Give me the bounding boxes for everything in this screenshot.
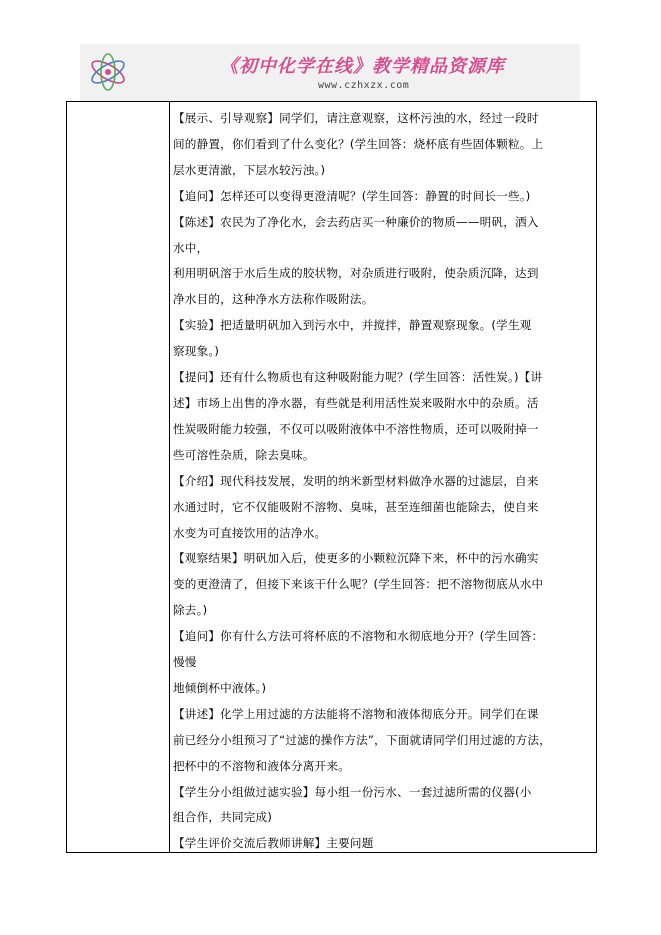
text-line: 水中， <box>173 240 209 255</box>
text-line: 【实验】把适量明矾加入到污水中，并搅拌，静置观察现象。(学生观 <box>173 318 532 333</box>
text-line: 【提问】还有什么物质也有这种吸附能力呢？(学生回答：活性炭。)【讲 <box>173 370 543 385</box>
banner-title: 《初中化学在线》教学精品资源库 <box>220 56 505 77</box>
text-line: 【讲述】化学上用过滤的方法能将不溶物和液体彻底分开。同学们在课 <box>173 706 539 721</box>
text-line: 性炭吸附能力较强，不仅可以吸附液体中不溶性物质，还可以吸附掉一 <box>173 421 539 436</box>
text-line: 【追问】你有什么方法可将杯底的不溶物和水彻底地分开？(学生回答： <box>173 629 544 644</box>
text-line: 层水更清澈，下层水较污浊。) <box>173 162 326 177</box>
text-line: 【观察结果】明矾加入后，使更多的小颗粒沉降下来，杯中的污水确实 <box>173 551 539 566</box>
text-line: 水变为可直接饮用的洁净水。 <box>173 525 327 540</box>
text-line: 间的静置，你们看到了什么变化？(学生回答：烧杯底有些固体颗粒。上 <box>173 136 544 151</box>
text-line: 【展示、引导观察】同学们，请注意观察，这杯污浊的水，经过一段时 <box>173 111 539 125</box>
text-line: 利用明矾溶于水后生成的胶状物，对杂质进行吸附，使杂质沉降，达到 <box>173 266 539 281</box>
lesson-table <box>66 101 597 853</box>
text-line: 变的更澄清了，但接下来该干什么呢？(学生回答：把不溶物彻底从水中 <box>173 577 544 592</box>
table-left-cell <box>67 102 170 852</box>
text-line: 组合作，共同完成) <box>173 810 273 825</box>
text-line: 【学生分小组做过滤实验】每小组一份污水、一套过滤所需的仪器(小 <box>173 784 532 799</box>
text-line: 把杯中的不溶物和液体分离开来。 <box>173 758 350 773</box>
text-line: 净水目的，这种净水方法称作吸附法。 <box>173 292 374 307</box>
text-line: 些可溶性杂质，除去臭味。 <box>173 447 315 462</box>
text-line: 地倾倒杯中液体。) <box>173 680 267 695</box>
header-banner <box>80 44 580 102</box>
text-line: 【介绍】现代科技发展，发明的纳米新型材料做净水器的过滤层，自来 <box>173 473 539 488</box>
text-line: 述】市场上出售的净水器，有些就是利用活性炭来吸附水中的杂质。活 <box>173 395 539 410</box>
atom-logo-icon <box>86 50 130 94</box>
text-line: 除去。) <box>173 603 208 618</box>
text-line: 【追问】怎样还可以变得更澄清呢？(学生回答：静置的时间长一些。) <box>173 188 531 203</box>
text-line: 【学生评价交流后教师讲解】主要问题 <box>173 836 374 851</box>
text-line: 【陈述】农民为了净化水，会去药店买一种廉价的物质——明矾，洒入 <box>173 214 539 229</box>
banner-url: www.czhxzx.com <box>318 80 410 91</box>
text-line: 水通过时，它不仅能吸附不溶物、臭味，甚至连细菌也能除去，使自来 <box>173 499 539 514</box>
lesson-content <box>173 106 593 857</box>
text-line: 慢慢 <box>173 655 197 670</box>
text-line: 察现象。) <box>173 344 220 359</box>
text-line: 前已经分小组预习了“过滤的操作方法”，下面就请同学们用过滤的方法， <box>173 732 552 747</box>
